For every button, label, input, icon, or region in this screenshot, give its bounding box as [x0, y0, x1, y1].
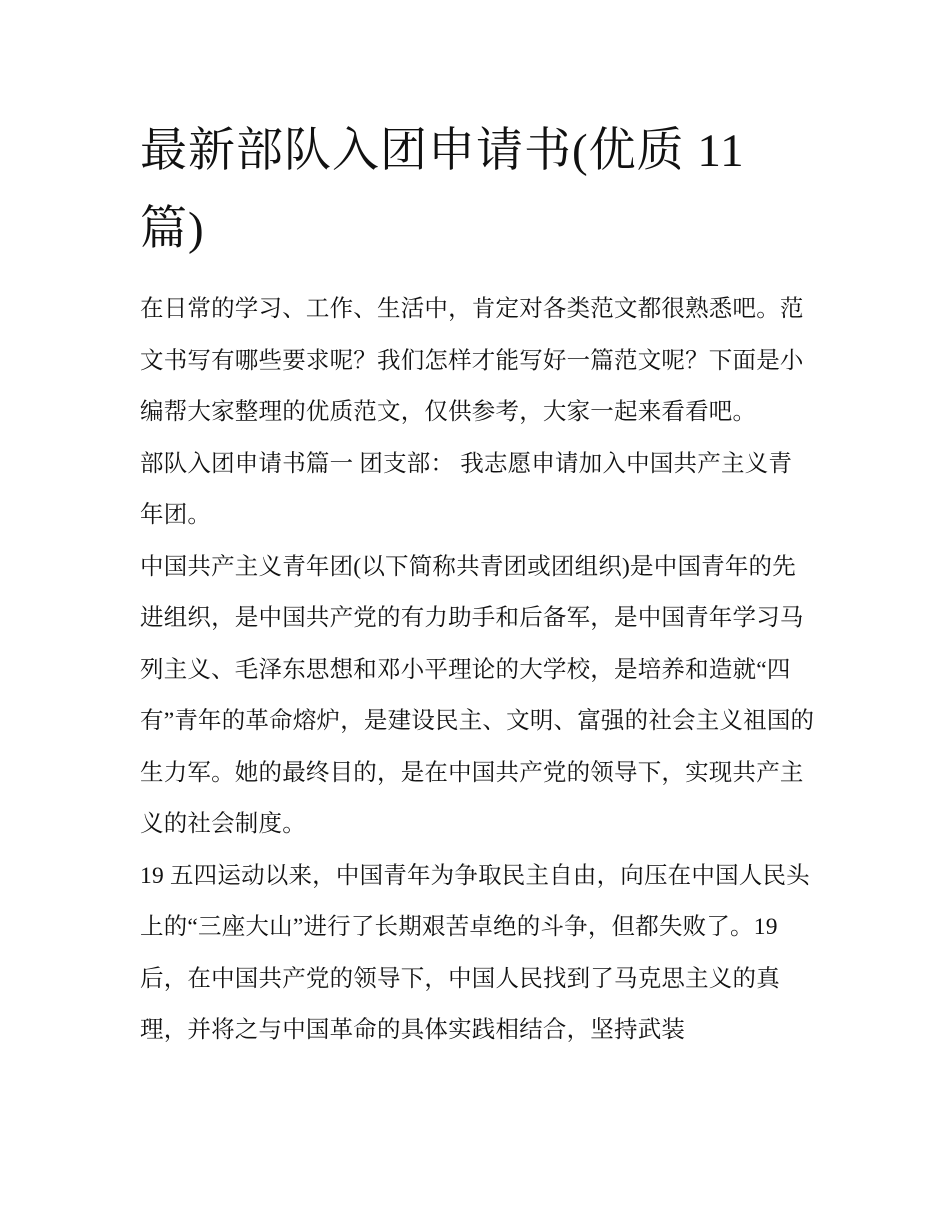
document-title: 最新部队入团申请书(优质 11 篇)	[140, 125, 745, 255]
document-body	[140, 112, 815, 1057]
intro-paragraph: 在日常的学习、工作、生活中，肯定对各类范文都很熟悉吧。范文书写有哪些要求呢？我们怎样才能写好一篇范文呢？下面是小编帮大家整理的优质范文，仅供参考，大家一起来看看吧。	[140, 296, 804, 425]
league-description-paragraph: 中国共产主义青年团(以下简称共青团或团组织)是中国青年的先进组织，是中国共产党的有力助手和后备军，是中国青年学习马列主义、毛泽东思想和邓小平理论的大学校，是培养和造就“四有”青年的革命熔炉，是建设民主、文明、富强的社会主义祖国的生力军。她的最终目的，是在中国共产党的领导下，实现共产主义的社会制度。	[140, 553, 815, 837]
history-paragraph: 19 五四运动以来，中国青年为争取民主自由，向压在中国人民头上的“三座大山”进行了长期艰苦卓绝的斗争，但都失败了。19 后，在中国共产党的领导下，中国人民找到了马克思主义的真理，并将之与中国革命的具体实践相结合，坚持武装	[140, 862, 810, 1043]
application-opening-paragraph: 部队入团申请书篇一 团支部： 我志愿申请加入中国共产主义青年团。	[140, 450, 793, 528]
